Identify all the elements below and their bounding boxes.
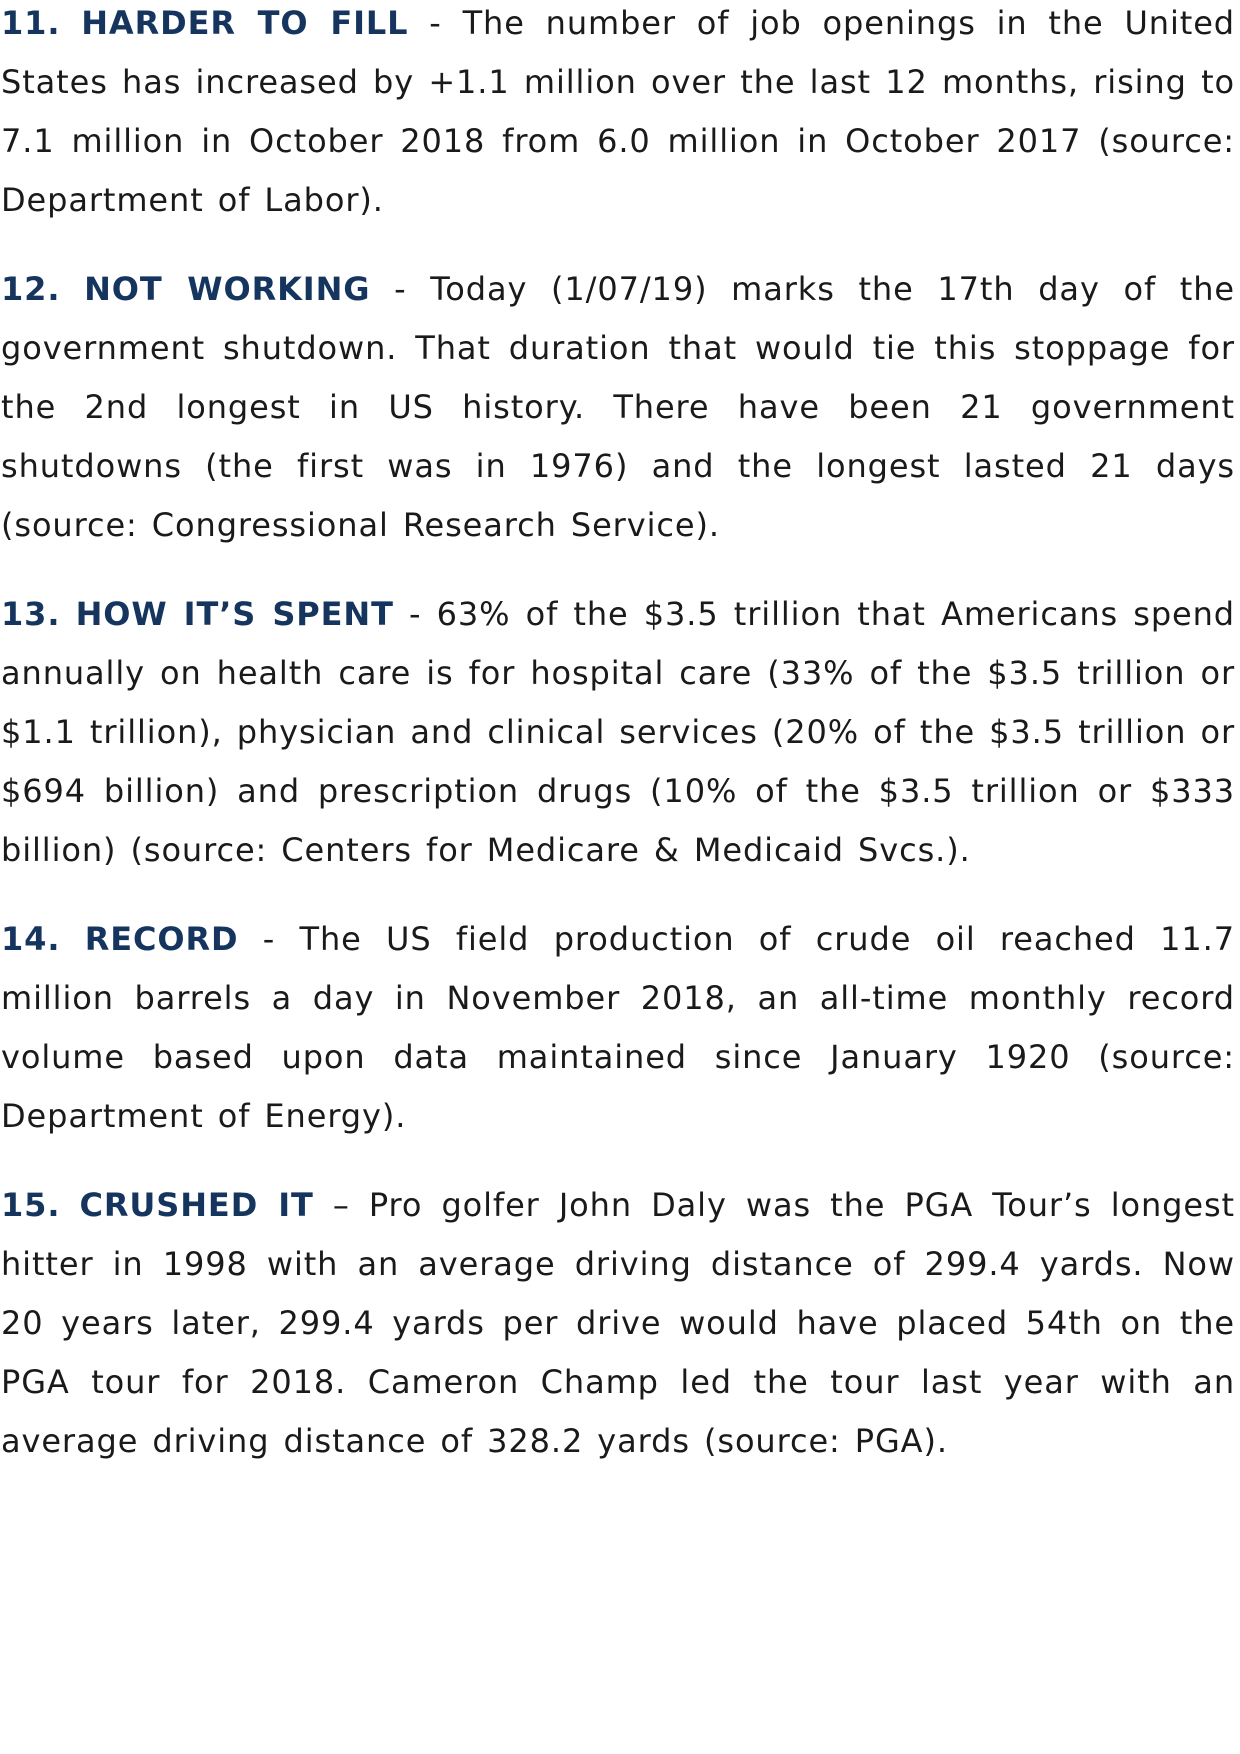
fact-body: The US field production of crude oil reached 11.7 million barrels a day in November 2018, an all-time monthly record volume based upon data maintained since January 1920 (source: Department of Energy).: [1, 920, 1235, 1135]
fact-separator: –: [313, 1186, 369, 1224]
fact-number: 15.: [1, 1186, 61, 1224]
fact-heading: HOW IT’S SPENT: [75, 595, 394, 633]
fact-item-11: [1, 0, 1235, 230]
fact-number: 11.: [1, 4, 61, 42]
fact-number: 12.: [1, 270, 61, 308]
fact-body: Pro golfer John Daly was the PGA Tour’s longest hitter in 1998 with an average driving distance of 299.4 yards. Now 20 years later, 299.4 yards per drive would have placed 54th on the PGA tour for 2018. Cameron Champ led the tour last year with an average driving distance of 328.2 yards (source: PGA).: [1, 1186, 1235, 1460]
fact-body: Today (1/07/19) marks the 17th day of the government shutdown. That duration that would tie this stoppage for the 2nd longest in US history. There have been 21 government shutdowns (the first was in 1976) and the longest lasted 21 days (source: Congressional Research Service).: [1, 270, 1236, 544]
fact-number: 13.: [1, 595, 61, 633]
fact-heading: CRUSHED IT: [79, 1186, 314, 1224]
fact-heading: HARDER TO FILL: [81, 4, 409, 42]
facts-list: [1, 0, 1235, 1501]
fact-heading: NOT WORKING: [84, 270, 371, 308]
fact-body: The number of job openings in the United States has increased by +1.1 million over the last 12 months, rising to 7.1 million in October 2018 from 6.0 million in October 2017 (source: Department of Labor).: [1, 4, 1236, 219]
fact-separator: -: [393, 595, 437, 633]
fact-heading: RECORD: [84, 920, 239, 958]
fact-separator: -: [370, 270, 431, 308]
fact-item-15: [1, 1176, 1235, 1471]
fact-separator: -: [408, 4, 463, 42]
fact-separator: -: [238, 920, 300, 958]
fact-item-13: [1, 585, 1235, 880]
fact-item-12: [1, 260, 1235, 555]
fact-body: 63% of the $3.5 trillion that Americans spend annually on health care is for hospital care (33% of the $3.5 trillion or $1.1 trillion), physician and clinical services (20% of the $3.5 trillion or $694 billion) and prescription drugs (10% of the $3.5 trillion or $333 billion) (source: Centers for Medicare & Medicaid Svcs.).: [1, 595, 1236, 869]
fact-number: 14.: [1, 920, 61, 958]
fact-item-14: [1, 910, 1235, 1146]
